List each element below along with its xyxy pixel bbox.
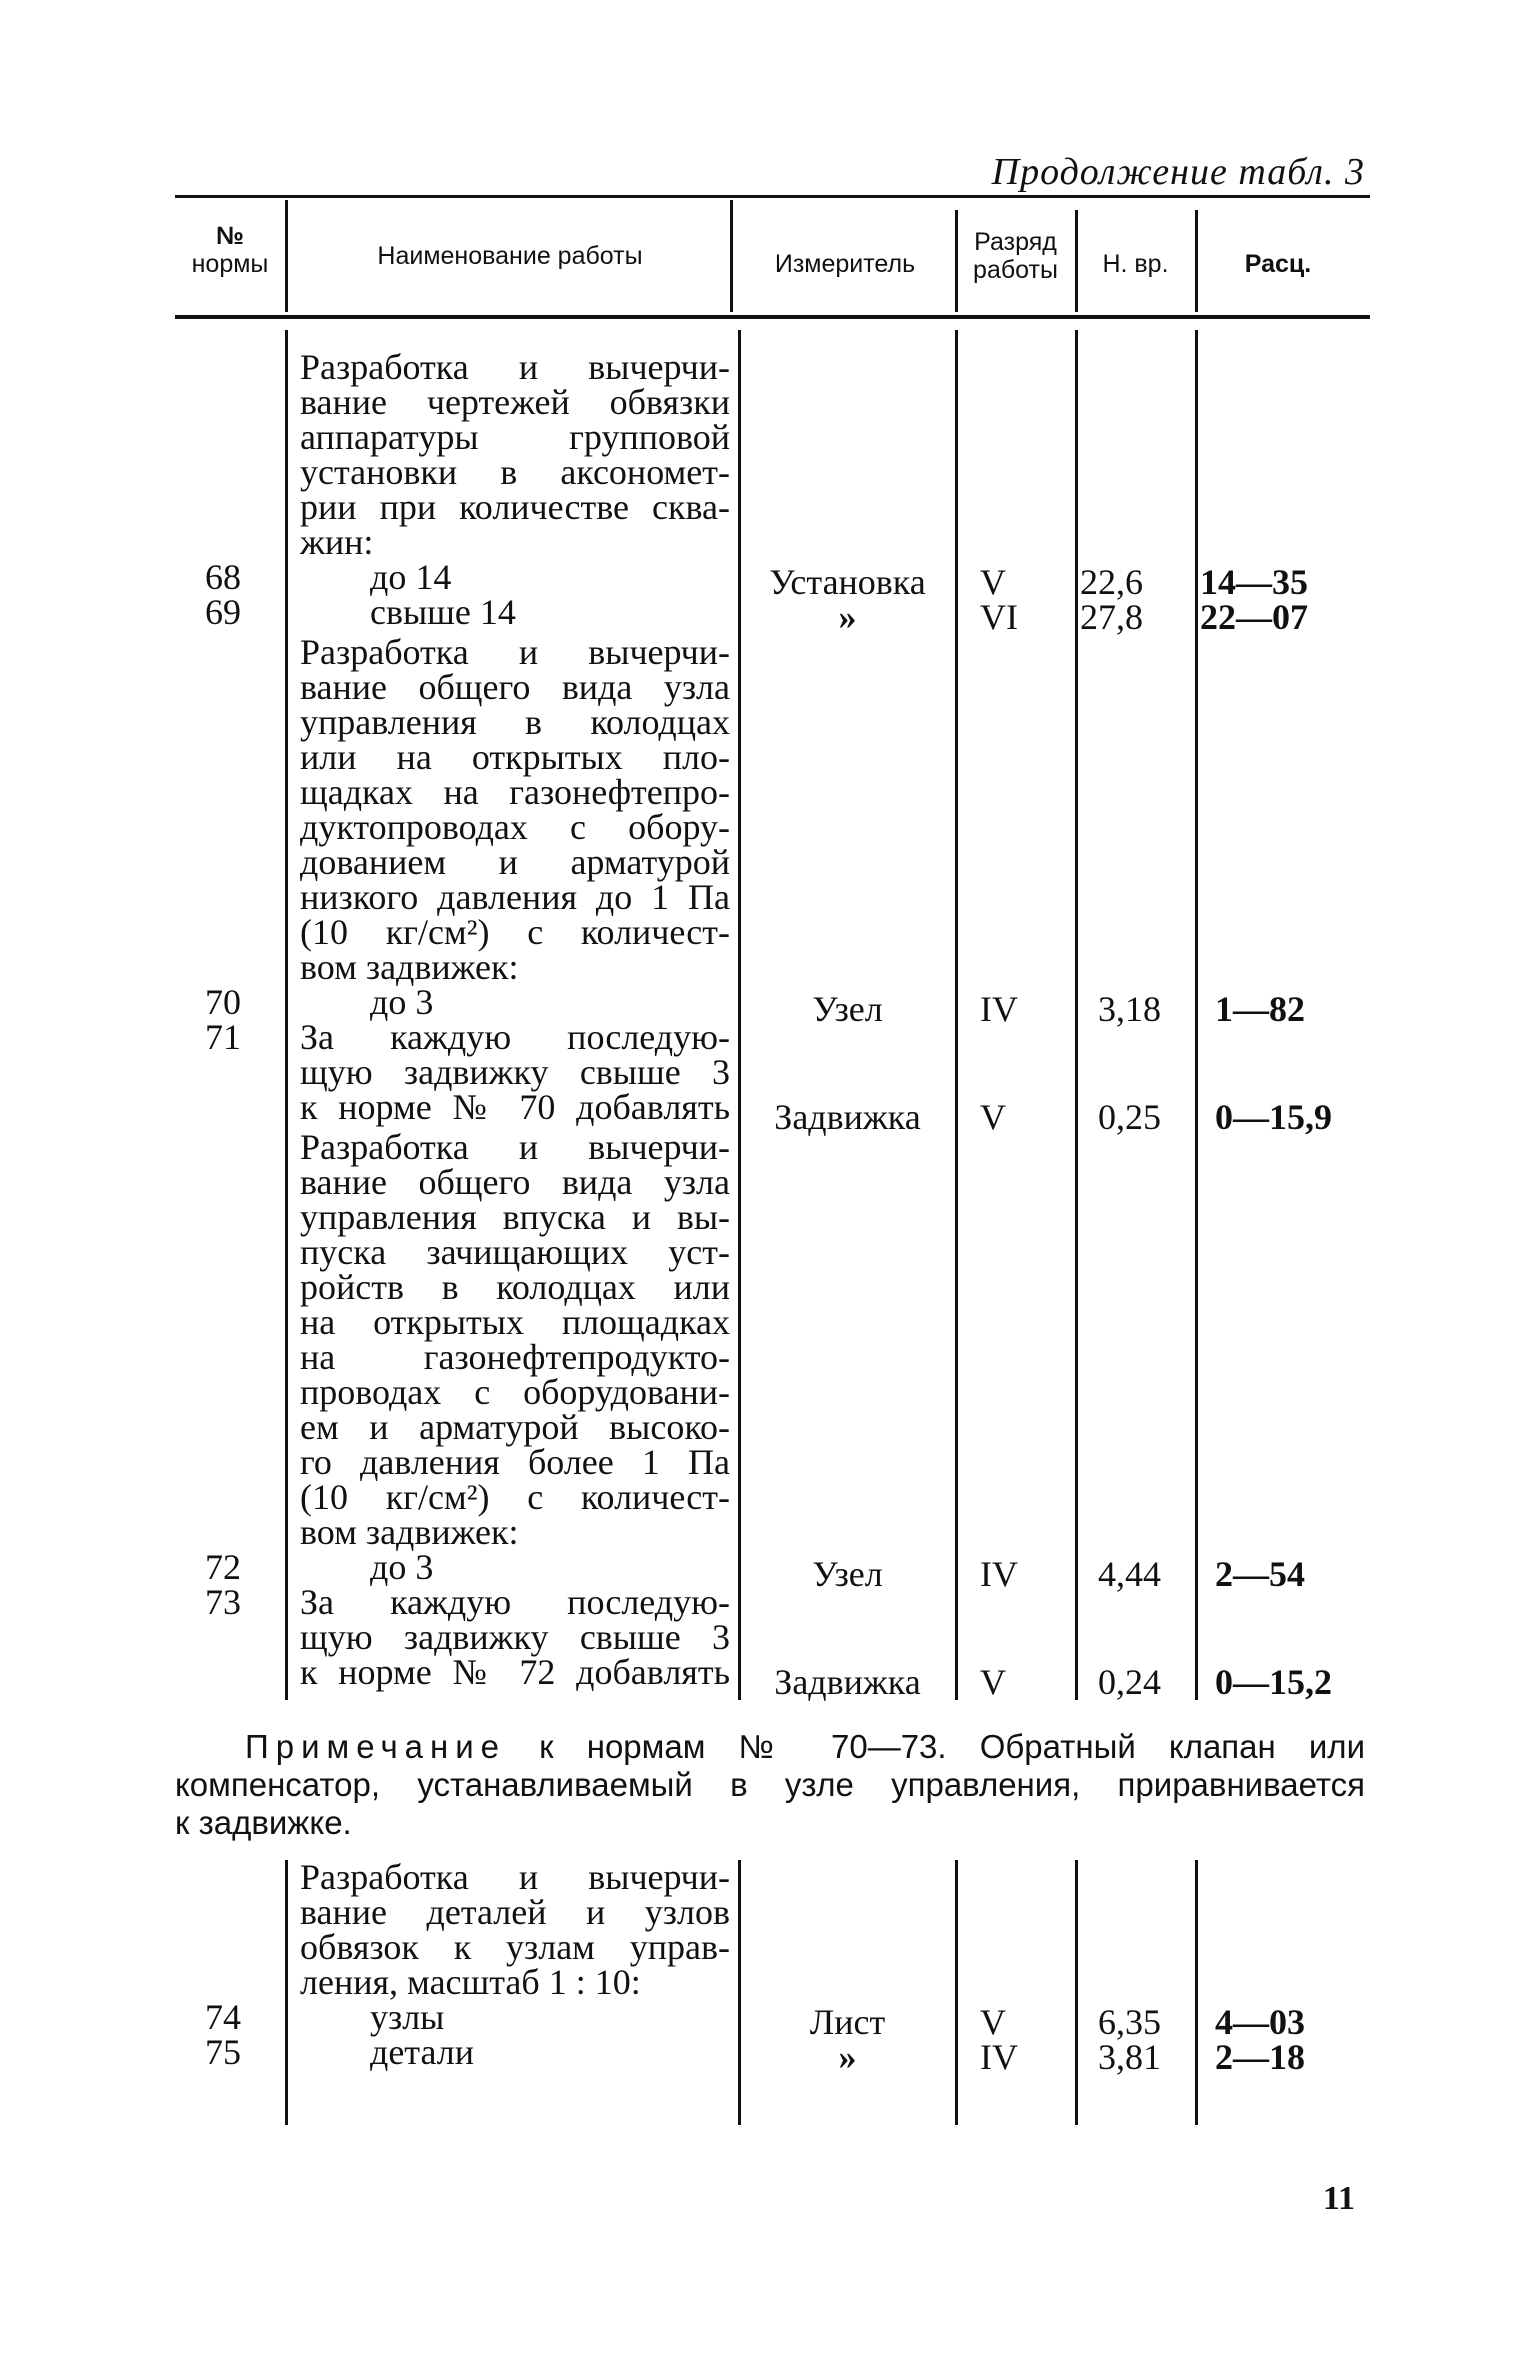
- header-grade-line1: Разряд: [974, 228, 1057, 256]
- block2-divider-5: [1195, 1860, 1198, 2125]
- row-71-time: 0,25: [1098, 1097, 1161, 1137]
- header-divider-1: [285, 200, 288, 312]
- header-divider-4: [1075, 210, 1078, 312]
- note-text: к нормам № 70—73. Обратный клапан или: [539, 1728, 1365, 1765]
- desc-line: Разработка и вычерчи-: [300, 347, 730, 387]
- desc-line: вание чертежей обвязки: [300, 382, 730, 422]
- desc-line: (10 кг/см²) с количест-: [300, 912, 730, 952]
- header-divider-2: [730, 200, 733, 312]
- row-71-name-line: щую задвижку свыше 3: [300, 1052, 730, 1092]
- section-3-description: [300, 1127, 730, 1692]
- row-69-name: свыше 14: [370, 592, 516, 632]
- row-71-unit: Задвижка: [774, 1097, 921, 1137]
- row-69-time: 27,8: [1080, 597, 1143, 637]
- header-divider-3: [955, 210, 958, 312]
- row-68-name: до 14: [370, 557, 452, 597]
- note-line-2: компенсатор, устанавливаемый в узле управления, приравнивается: [175, 1766, 1365, 1803]
- row-75-name: детали: [370, 2032, 474, 2072]
- row-73-name-line: щую задвижку свыше 3: [300, 1617, 730, 1657]
- desc-line: на открытых площадках: [300, 1302, 730, 1342]
- row-69-unit: »: [838, 597, 857, 637]
- header-unit: Измеритель: [774, 250, 916, 278]
- desc-line: ем и арматурой высоко-: [300, 1407, 730, 1447]
- table-header-rule: [175, 315, 1370, 319]
- row-71-number: 71: [205, 1017, 241, 1057]
- header-grade: [958, 228, 1073, 284]
- row-74-name: узлы: [370, 1997, 445, 2037]
- row-75-rate: 2—18: [1215, 2037, 1305, 2077]
- row-69-grade: VI: [980, 597, 1018, 637]
- block2-divider-2: [738, 1860, 741, 2125]
- desc-line: вом задвижек:: [300, 1512, 519, 1552]
- page-number: 11: [1322, 2180, 1355, 2217]
- desc-line: дованием и арматурой: [300, 842, 730, 882]
- header-divider-5: [1195, 210, 1198, 312]
- desc-line: Разработка и вычерчи-: [300, 1127, 730, 1167]
- desc-line: рии при количестве сква-: [300, 487, 730, 527]
- row-73-name-line: За каждую последую-: [300, 1582, 730, 1622]
- row-68-rate: 14—35: [1200, 562, 1308, 602]
- desc-line: (10 кг/см²) с количест-: [300, 1477, 730, 1517]
- row-73-unit: Задвижка: [774, 1662, 921, 1702]
- row-75-unit: »: [838, 2037, 857, 2077]
- row-70-name: до 3: [370, 982, 434, 1022]
- table-top-rule: [175, 195, 1370, 198]
- row-74-time: 6,35: [1098, 2002, 1161, 2042]
- desc-line: аппаратуры групповой: [300, 417, 730, 457]
- desc-line: дуктопроводах с обору-: [300, 807, 730, 847]
- desc-line: вом задвижек:: [300, 947, 519, 987]
- row-72-time: 4,44: [1098, 1554, 1161, 1594]
- header-no-symbol: №: [216, 222, 244, 250]
- row-70-grade: IV: [980, 989, 1018, 1029]
- row-74-number: 74: [205, 1997, 241, 2037]
- desc-line: Разработка и вычерчи-: [300, 1857, 730, 1897]
- note-line-1: [175, 1728, 1365, 1766]
- note-line-3: к задвижке.: [175, 1804, 352, 1841]
- block2-divider-1: [285, 1860, 288, 2125]
- desc-line: вание общего вида узла: [300, 667, 730, 707]
- row-69-rate: 22—07: [1200, 597, 1308, 637]
- desc-line: проводах с оборудовани-: [300, 1372, 730, 1412]
- row-75-number: 75: [205, 2032, 241, 2072]
- header-grade-line2: работы: [973, 256, 1058, 284]
- header-norm-number: [175, 222, 285, 278]
- row-74-unit: Лист: [809, 2002, 886, 2042]
- desc-line: обвязок к узлам управ-: [300, 1927, 730, 1967]
- desc-line: управления впуска и вы-: [300, 1197, 730, 1237]
- desc-line: ройств в колодцах или: [300, 1267, 730, 1307]
- header-work-name: Наименование работы: [377, 242, 643, 270]
- header-norm-label: нормы: [191, 250, 269, 278]
- row-70-unit: Узел: [812, 989, 883, 1029]
- row-72-number: 72: [205, 1547, 241, 1587]
- section-4-description: [300, 1857, 730, 2072]
- row-75-time: 3,81: [1098, 2037, 1161, 2077]
- table-note: [175, 1728, 1365, 1842]
- row-73-number: 73: [205, 1582, 241, 1622]
- row-72-name: до 3: [370, 1547, 434, 1587]
- desc-line: щадках на газонефтепро-: [300, 772, 730, 812]
- row-73-time: 0,24: [1098, 1662, 1161, 1702]
- row-74-rate: 4—03: [1215, 2002, 1305, 2042]
- desc-line: или на открытых пло-: [300, 737, 730, 777]
- row-70-rate: 1—82: [1215, 989, 1305, 1029]
- continuation-caption: Продолжение табл. 3: [991, 151, 1365, 193]
- desc-line: управления в колодцах: [300, 702, 730, 742]
- section-2-description: [300, 632, 730, 1127]
- header-rate: Расц.: [1244, 250, 1312, 278]
- desc-line: жин:: [300, 522, 374, 562]
- row-73-rate: 0—15,2: [1215, 1662, 1332, 1702]
- row-71-name-line: к норме № 70 добавлять: [300, 1087, 730, 1127]
- desc-line: Разработка и вычерчи-: [300, 632, 730, 672]
- note-label: Примечание: [245, 1728, 507, 1765]
- desc-line: го давления более 1 Па: [300, 1442, 730, 1482]
- desc-line: вание общего вида узла: [300, 1162, 730, 1202]
- header-time: Н. вр.: [1102, 250, 1169, 278]
- body-divider-3: [955, 330, 958, 1700]
- body-divider-5: [1195, 330, 1198, 1700]
- row-74-grade: V: [980, 2002, 1006, 2042]
- row-68-time: 22,6: [1080, 562, 1143, 602]
- row-71-rate: 0—15,9: [1215, 1097, 1332, 1137]
- section-1-description: [300, 347, 730, 632]
- desc-line: ления, масштаб 1 : 10:: [300, 1962, 641, 2002]
- desc-line: установки в аксономет-: [300, 452, 730, 492]
- body-divider-1: [285, 330, 288, 1700]
- row-73-name-line: к норме № 72 добавлять: [300, 1652, 730, 1692]
- row-72-unit: Узел: [812, 1554, 883, 1594]
- desc-line: пуска зачищающих уст-: [300, 1232, 730, 1272]
- desc-line: вание деталей и узлов: [300, 1892, 730, 1932]
- row-71-name-line: За каждую последую-: [300, 1017, 730, 1057]
- block2-divider-4: [1075, 1860, 1078, 2125]
- body-divider-2: [738, 330, 741, 1700]
- row-75-grade: IV: [980, 2037, 1018, 2077]
- row-70-number: 70: [205, 982, 241, 1022]
- desc-line: на газонефтепродукто-: [300, 1337, 730, 1377]
- row-72-rate: 2—54: [1215, 1554, 1305, 1594]
- row-68-grade: V: [980, 562, 1006, 602]
- row-72-grade: IV: [980, 1554, 1018, 1594]
- row-68-unit: Установка: [769, 562, 926, 602]
- block2-divider-3: [955, 1860, 958, 2125]
- row-68-number: 68: [205, 557, 241, 597]
- row-70-time: 3,18: [1098, 989, 1161, 1029]
- row-73-grade: V: [980, 1662, 1006, 1702]
- body-divider-4: [1075, 330, 1078, 1700]
- row-71-grade: V: [980, 1097, 1006, 1137]
- row-69-number: 69: [205, 592, 241, 632]
- desc-line: низкого давления до 1 Па: [300, 877, 730, 917]
